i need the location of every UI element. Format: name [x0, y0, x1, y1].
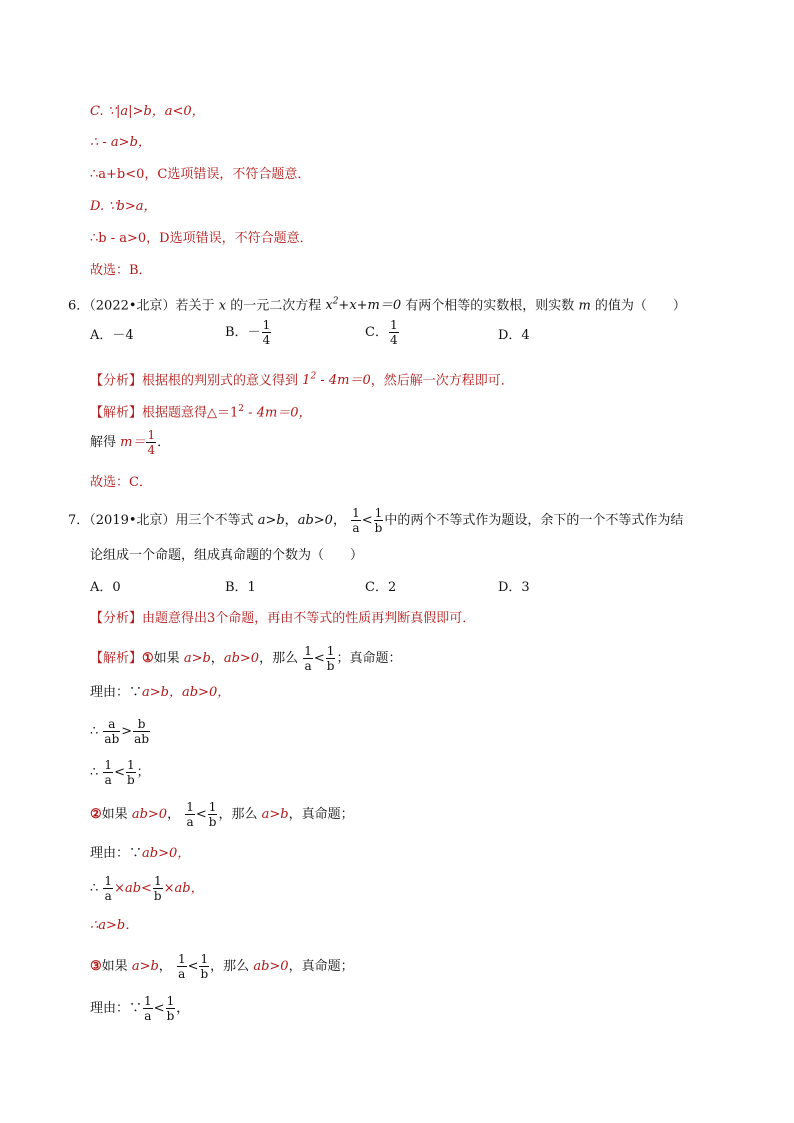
q7-p1-text-b: ，那么	[259, 651, 299, 666]
q6-answer: 故选：C．	[90, 475, 152, 490]
q7-reason-1	[90, 684, 230, 702]
q7-stem-lt: <	[361, 513, 373, 528]
q7-r1-s2-fraction-1	[103, 758, 113, 787]
q7-proposition-3	[90, 952, 354, 981]
q7-p3-end: ，真命题；	[288, 959, 354, 974]
q6-solution	[90, 400, 312, 422]
q7-p3-lt: <	[187, 959, 199, 974]
q7-r2-s1-f1-num: 1	[104, 874, 113, 888]
q6-option-b-label: B．	[225, 325, 248, 340]
q6-analysis-tag: 【分析】	[90, 373, 143, 389]
q7-r3-text: 理由：∵	[90, 1001, 143, 1016]
q7-r1-s1-f1-num: a	[103, 717, 120, 732]
q6-option-b-num: 1	[262, 318, 271, 332]
q7-p2-end: ，真命题；	[288, 807, 354, 822]
q5-c-condition: ∵|a|>b，a<0，	[107, 104, 205, 119]
q6-solve-text: 解得	[90, 435, 117, 450]
q7-proposition-2	[90, 800, 354, 829]
q7-r3-f1-num: 1	[144, 994, 152, 1008]
q6-option-b-den: 4	[262, 333, 271, 347]
q7-number: 7．	[68, 513, 90, 528]
q5-c-step: ∴ - a>b，	[90, 135, 151, 150]
q7-reason-1-step-2	[90, 758, 150, 787]
q7-r1-s1-f1-den: ab	[104, 732, 120, 746]
q7-stem-sep-1: ，	[284, 513, 298, 528]
q7-p3-fraction-1	[177, 952, 187, 981]
q7-p1-ineq-2: ab>0	[223, 651, 260, 666]
q7-r1-s1-gt: >	[121, 724, 133, 739]
q7-r1-s1-fraction-2	[133, 717, 150, 746]
q7-p3-sep: ，	[158, 959, 172, 974]
q7-stem-line1	[68, 506, 683, 535]
q7-r1-s2-therefore: ∴	[90, 765, 99, 780]
q7-p3-f2-den: b	[200, 967, 209, 981]
q7-p2-lt: <	[195, 807, 207, 822]
q7-r2-s1-f1-den: a	[104, 889, 112, 903]
q7-r1-s2-f1-num: 1	[104, 758, 113, 772]
q6-option-c	[365, 318, 400, 347]
q6-solution-text-a: 根据题意得△＝1	[142, 405, 239, 421]
q7-p3-f1-den: a	[178, 967, 186, 981]
q7-reason-2-step-2: ∴a>b．	[90, 918, 139, 933]
q7-p1-marker: ①	[142, 651, 154, 666]
q5-d-condition: ∵b>a，	[108, 199, 157, 214]
q7-r3-fraction-1	[143, 994, 153, 1023]
q6-solve-end: ．	[157, 435, 171, 450]
q7-option-d: D．3	[498, 580, 530, 595]
q7-r1-text: 理由：∵	[90, 685, 143, 700]
q7-stem-f1-den: a	[352, 521, 360, 535]
q7-stem-f2-den: b	[374, 521, 383, 535]
q7-r1-s1-therefore: ∴	[90, 724, 99, 739]
q5-option-d-line	[90, 198, 156, 216]
q7-r1-s2-lt: <	[114, 765, 125, 780]
q7-p3-fraction-2	[199, 952, 209, 981]
q6-analysis-eq-sup: 2	[310, 372, 317, 382]
q6-analysis-text-a: 根据根的判别式的意义得到	[142, 373, 299, 389]
q7-stem-sep-2: ，	[332, 513, 346, 528]
q6-equation	[325, 298, 401, 313]
q6-option-b-sign: －	[247, 325, 261, 340]
q7-p2-f2-den: b	[208, 815, 217, 829]
q7-p2-text-b: ，那么	[218, 807, 258, 822]
q7-stem-text-b: 中的两个不等式作为题设，余下的一个不等式作为结	[384, 513, 684, 528]
q5-c-conclusion: ∴a+b<0，C选项错误，不符合题意．	[90, 167, 311, 182]
q7-r2-ineq: ab>0，	[142, 846, 191, 861]
q7-p3-text-b: ，那么	[210, 959, 250, 974]
q6-option-c-label: C．	[365, 325, 388, 340]
q7-source: （2019•北京）	[89, 513, 176, 528]
q7-p1-fraction-1	[303, 644, 313, 673]
q6-solve-num: 1	[147, 428, 156, 442]
q7-analysis-tag: 【分析】	[90, 611, 143, 626]
q6-solution-sup: 2	[238, 404, 245, 414]
q7-p1-f1-num: 1	[304, 644, 312, 658]
q7-option-c: C．2	[365, 580, 397, 595]
q7-stem-fraction-1	[351, 506, 361, 535]
q6-option-c-num: 1	[389, 318, 398, 332]
q5-d-conclusion: ∴b - a>0，D选项错误，不符合题意．	[90, 231, 313, 246]
q7-stem-text-a: 用三个不等式	[175, 513, 254, 528]
q7-r2-s1-mid: ×ab<	[114, 881, 152, 896]
q6-stem-text-d: 的值为（ ）	[594, 298, 686, 314]
q7-r2-s1-end: ×ab，	[163, 881, 204, 896]
q7-p2-fraction-1	[185, 800, 195, 829]
q7-p1-lt: <	[313, 651, 325, 666]
q7-stem-f2-num: 1	[374, 506, 383, 520]
q7-analysis	[90, 610, 475, 628]
q7-p1-sep: ，	[210, 651, 224, 666]
q6-solve	[90, 428, 170, 457]
q6-analysis-text-b: ，然后解一次方程即可．	[370, 373, 514, 389]
q7-reason-1-step-1	[90, 717, 151, 746]
q6-stem-var-m: m	[578, 298, 591, 314]
q7-reason-3	[90, 994, 189, 1023]
q7-p1-end: ；真命题：	[336, 651, 402, 666]
q7-p3-ineq-2: ab>0	[253, 959, 289, 974]
q6-solution-text-b: - 4m＝0，	[244, 405, 312, 421]
q6-analysis-equation	[302, 373, 371, 388]
q7-p1-ineq-1: a>b	[183, 651, 211, 666]
q7-stem-ineq-2: ab>0	[297, 513, 333, 528]
q6-option-c-den: 4	[389, 333, 398, 347]
q7-r1-s2-f2-num: 1	[126, 758, 135, 772]
q7-p1-text-a: 如果	[153, 651, 180, 666]
q7-r2-s1-fraction-1	[103, 874, 113, 903]
q6-number: 6．	[68, 298, 90, 314]
q7-p2-f1-num: 1	[186, 800, 194, 814]
q7-p1-f1-den: a	[304, 659, 312, 673]
q7-r2-s1-fraction-2	[153, 874, 163, 903]
q7-r3-end: ，	[176, 1001, 190, 1016]
q7-p2-ineq-2: a>b	[261, 807, 289, 822]
q7-r2-text: 理由：∵	[90, 846, 143, 861]
q5-option-c-line	[90, 103, 205, 121]
q6-stem-text-a: 若关于	[175, 298, 215, 314]
q7-stem-ineq-1: a>b	[257, 513, 285, 528]
q6-option-b	[225, 318, 272, 347]
q7-p2-sep: ，	[167, 807, 181, 822]
q7-stem-fraction-2	[374, 506, 384, 535]
q6-analysis-eq-a: 1	[302, 373, 311, 389]
q6-eq-sup: 2	[332, 297, 339, 307]
q7-p1-fraction-2	[326, 644, 336, 673]
q7-p2-marker: ②	[90, 807, 102, 822]
q6-option-c-fraction	[389, 318, 399, 347]
q6-solve-den: 4	[147, 443, 156, 457]
q7-p2-fraction-2	[208, 800, 218, 829]
q7-r3-f2-den: b	[166, 1009, 175, 1023]
q7-r1-s2-f1-den: a	[104, 773, 112, 787]
q6-eq-x: x	[325, 298, 333, 314]
q5-c-label: C.	[90, 104, 104, 119]
q7-r1-s1-fraction-1	[103, 717, 120, 746]
q7-r3-fraction-2	[166, 994, 176, 1023]
q7-r1-s1-f2-num: b	[133, 717, 150, 732]
q6-option-b-fraction	[262, 318, 272, 347]
q7-reason-2-step-1	[90, 874, 204, 903]
q7-r1-s2-end: ；	[136, 765, 150, 780]
q6-stem-text-c: 有两个相等的实数根，则实数	[405, 298, 575, 314]
q6-eq-rest: +x+m＝0	[338, 298, 402, 314]
q7-p2-text-a: 如果	[101, 807, 128, 822]
q7-r1-ineq: a>b，ab>0，	[142, 685, 231, 700]
q7-p2-f2-num: 1	[208, 800, 217, 814]
q7-r1-s2-f2-den: b	[126, 773, 135, 787]
q7-stem-line2: 论组成一个命题，组成真命题的个数为（ ）	[90, 548, 364, 563]
q7-option-a: A．0	[90, 580, 121, 595]
q7-p3-f2-num: 1	[200, 952, 209, 966]
q7-p2-ineq-1: ab>0	[131, 807, 168, 822]
q7-p1-f2-num: 1	[326, 644, 335, 658]
q6-analysis-eq-b: - 4m＝0	[316, 373, 371, 389]
q6-option-a: A．－4	[90, 328, 134, 343]
q7-p2-f1-den: a	[186, 815, 194, 829]
q7-p3-ineq-1: a>b	[131, 959, 159, 974]
q6-analysis	[90, 368, 514, 390]
q7-r3-lt: <	[153, 1001, 165, 1016]
q5-answer: 故选：B．	[90, 263, 152, 278]
q7-option-b: B．1	[225, 580, 256, 595]
q7-r2-s1-f2-den: b	[153, 889, 162, 903]
q7-r2-s1-f2-num: 1	[153, 874, 162, 888]
q6-stem	[68, 293, 686, 315]
q7-r3-f2-num: 1	[166, 994, 175, 1008]
q7-r2-s1-therefore: ∴	[90, 881, 99, 896]
q6-source: （2022•北京）	[89, 298, 176, 314]
q6-stem-text-b: 的一元二次方程	[230, 298, 322, 314]
q7-r1-s2-fraction-2	[126, 758, 136, 787]
q7-solution-tag: 【解析】	[90, 651, 143, 666]
q6-solve-var: m＝	[120, 435, 146, 450]
q5-d-label: D.	[90, 199, 105, 214]
q6-solution-tag: 【解析】	[90, 405, 143, 421]
q6-option-d: D．4	[498, 328, 530, 343]
q7-p3-text-a: 如果	[101, 959, 128, 974]
q7-stem-f1-num: 1	[352, 506, 360, 520]
q6-solve-fraction	[146, 428, 156, 457]
q6-stem-var-x: x	[218, 298, 227, 314]
q7-p3-marker: ③	[90, 959, 102, 974]
q7-analysis-text: 由题意得出3个命题，再由不等式的性质再判断真假即可．	[142, 611, 476, 626]
q7-r3-f1-den: a	[144, 1009, 152, 1023]
q7-r1-s1-f2-den: ab	[134, 732, 150, 746]
q7-p1-f2-den: b	[326, 659, 335, 673]
q7-reason-2	[90, 845, 190, 863]
q7-proposition-1	[90, 644, 401, 673]
q7-p3-f1-num: 1	[177, 952, 186, 966]
